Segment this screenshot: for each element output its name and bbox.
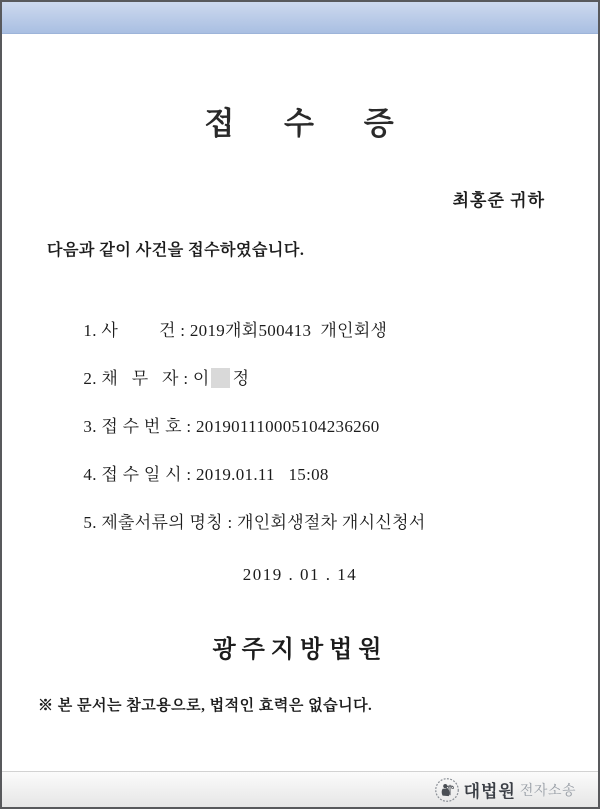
item-label: 사 건 [96, 321, 176, 340]
item-separator: : [175, 321, 190, 340]
filing-datetime-row [47, 440, 598, 484]
item-label: 접 수 일 시 [96, 465, 182, 484]
item-number: 2. [83, 369, 97, 388]
item-separator: : [181, 465, 196, 484]
receipt-page [2, 34, 598, 772]
recipient-name: 최홍준 귀하 [452, 191, 545, 210]
item-number: 1. [83, 321, 97, 340]
item-label: 제출서류의 명칭 [96, 513, 223, 532]
page-title: 접 수 증 [204, 106, 396, 141]
item-number: 4. [83, 465, 97, 484]
court-name: 광주지방법원 [212, 637, 388, 663]
item-separator: : [181, 417, 196, 436]
disclaimer-note: ※ 본 문서는 참고용으로, 법적인 효력은 없습니다. [38, 698, 373, 714]
item-value: 2019.01.11 15:08 [195, 465, 329, 484]
window-top-bar [2, 2, 598, 34]
supreme-court-seal-icon [434, 777, 460, 803]
scourt-ecfs-logo [434, 772, 576, 807]
logo-primary-text: 대법원 [463, 782, 516, 801]
redaction-box [211, 368, 230, 388]
item-label: 채 무 자 [96, 369, 179, 388]
filing-number-row [47, 392, 598, 436]
intro-sentence: 다음과 같이 사건을 접수하였습니다. [47, 242, 305, 259]
item-number: 5. [83, 513, 97, 532]
logo-secondary-text: 전자소송 [519, 781, 576, 798]
item-number: 3. [83, 417, 97, 436]
submitted-document-row [47, 488, 598, 532]
item-separator: : [178, 369, 193, 388]
case-detail-list [2, 296, 598, 532]
item-value: 개인회생절차 개시신청서 [237, 513, 426, 532]
footer-bar [2, 771, 598, 807]
item-value: 이 [192, 369, 210, 388]
issue-date: 2019 . 01 . 14 [242, 565, 358, 584]
item-separator: : [222, 513, 238, 532]
case-number-row [47, 296, 598, 340]
item-value: 2019개회500413 개인회생 [189, 321, 388, 340]
debtor-name-row [47, 344, 598, 388]
item-label: 접 수 번 호 [96, 417, 182, 436]
item-value: 정 [232, 369, 250, 388]
item-value: 201901110005104236260 [195, 417, 380, 436]
